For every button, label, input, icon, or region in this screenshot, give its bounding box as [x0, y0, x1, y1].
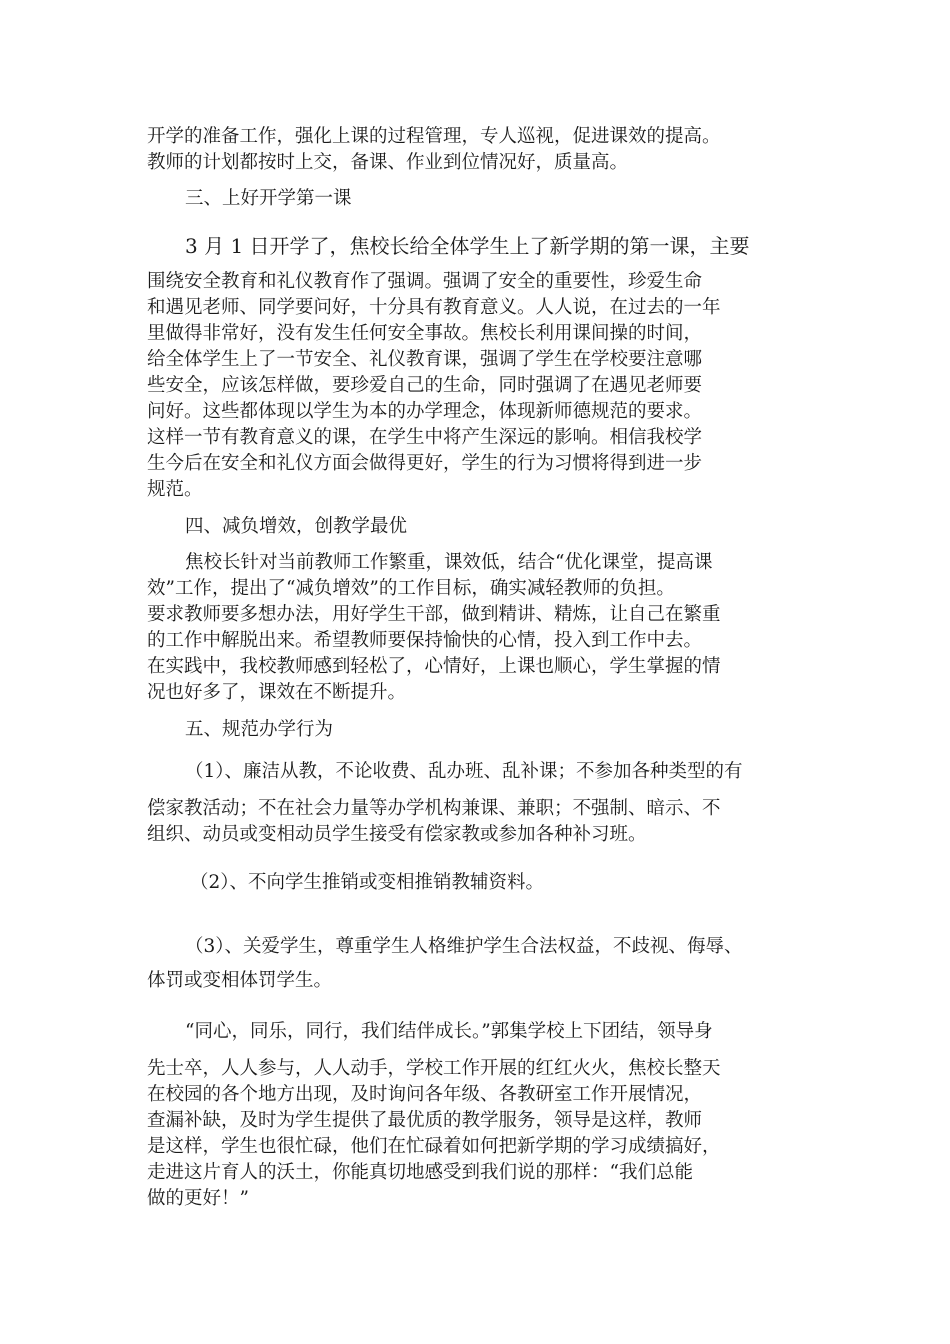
text-line: 3 月 1 日开学了，焦校长给全体学生上了新学期的第一课，主要	[185, 234, 750, 258]
text-line: 生今后在安全和礼仪方面会做得更好，学生的行为习惯将得到进一步	[147, 453, 703, 474]
list-item: （3）、关爱学生，尊重学生人格维护学生合法权益，不歧视、侮辱、	[185, 936, 743, 957]
text-line: 开学的准备工作，强化上课的过程管理，专人巡视，促进课效的提高。	[147, 126, 721, 147]
text-line: “同心，同乐，同行，我们结伴成长。”郭集学校上下团结，领导身	[185, 1021, 713, 1042]
text-line: 是这样，学生也很忙碌，他们在忙碌着如何把新学期的学习成绩搞好，	[147, 1136, 721, 1157]
text-line: 查漏补缺，及时为学生提供了最优质的教学服务，领导是这样，教师	[147, 1110, 703, 1131]
text-line: 些安全，应该怎样做，要珍爱自己的生命，同时强调了在遇见老师要	[147, 375, 703, 396]
text-line: 这样一节有教育意义的课，在学生中将产生深远的影响。相信我校学	[147, 427, 703, 448]
text-line: 做的更好！”	[147, 1188, 249, 1209]
section-heading: 三、上好开学第一课	[185, 188, 352, 209]
text-line: 围绕安全教育和礼仪教育作了强调。强调了安全的重要性，珍爱生命	[147, 271, 703, 292]
text-line: 里做得非常好，没有发生任何安全事故。焦校长利用课间操的时间，	[147, 323, 703, 344]
text-line: 和遇见老师、同学要问好，十分具有教育意义。人人说，在过去的一年	[147, 297, 721, 318]
text-line: 况也好多了，课效在不断提升。	[147, 682, 407, 703]
text-line: 问好。这些都体现以学生为本的办学理念，体现新师德规范的要求。	[147, 401, 703, 422]
text-line: 在校园的各个地方出现，及时询问各年级、各教研室工作开展情况，	[147, 1084, 703, 1105]
text-line: 效”工作，提出了“减负增效”的工作目标，确实减轻教师的负担。	[147, 578, 675, 599]
text-line: 规范。	[147, 479, 203, 500]
text-line: 走进这片育人的沃土，你能真切地感受到我们说的那样：“我们总能	[147, 1162, 693, 1183]
text-line: 组织、动员或变相动员学生接受有偿家教或参加各种补习班。	[147, 824, 647, 845]
text-line: 给全体学生上了一节安全、礼仪教育课，强调了学生在学校要注意哪	[147, 349, 703, 370]
text-line: 体罚或变相体罚学生。	[147, 970, 333, 991]
text-line: 偿家教活动；不在社会力量等办学机构兼课、兼职；不强制、暗示、不	[147, 798, 721, 819]
list-item: （2）、不向学生推销或变相推销教辅资料。	[190, 872, 545, 893]
text-line: 要求教师要多想办法，用好学生干部，做到精讲、精炼，让自己在繁重	[147, 604, 721, 625]
text-line: 的工作中解脱出来。希望教师要保持愉快的心情，投入到工作中去。	[147, 630, 703, 651]
section-heading: 四、减负增效，创教学最优	[185, 516, 408, 537]
list-item: （1）、廉洁从教，不论收费、乱办班、乱补课；不参加各种类型的有	[185, 761, 743, 782]
text-line: 先士卒，人人参与，人人动手，学校工作开展的红红火火，焦校长整天	[147, 1058, 721, 1079]
text-line: 教师的计划都按时上交，备课、作业到位情况好，质量高。	[147, 152, 629, 173]
text-line: 在实践中，我校教师感到轻松了，心情好，上课也顺心，学生掌握的情	[147, 656, 721, 677]
section-heading: 五、规范办学行为	[185, 719, 334, 740]
text-line: 焦校长针对当前教师工作繁重，课效低，结合“优化课堂，提高课	[185, 552, 713, 573]
